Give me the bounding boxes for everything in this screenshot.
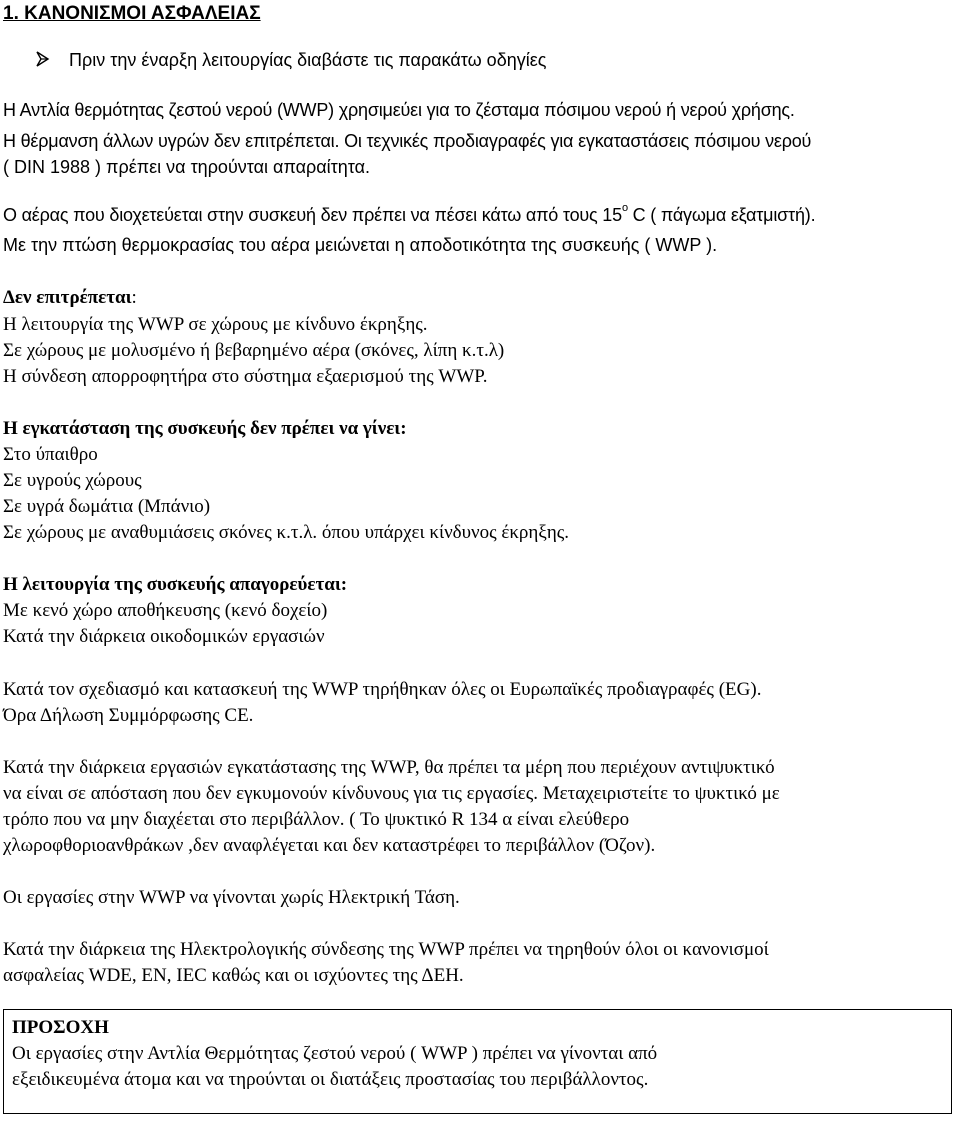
degree-sup: ο bbox=[621, 202, 628, 214]
air-line-1-text: Ο αέρας που διοχετεύεται στην συσκευή δεν πρέπει να πέσει κάτω από τους 15 bbox=[3, 205, 622, 225]
electrical-connection-line-1: Κατά την διάρκεια της Ηλεκτρολογικής σύνδεσης της WWP πρέπει να τηρηθούν όλοι οι κανονισμοί bbox=[3, 939, 769, 960]
not-allowed-item-2: Σε χώρους με μολυσμένο ή βεβαρημένο αέρα (σκόνες, λίπη κ.τ.λ) bbox=[3, 340, 505, 361]
refrigerant-line-4: χλωροφθοριοανθράκων ,δεν αναφλέγεται και δεν καταστρέφει το περιβάλλον (Όζον). bbox=[3, 835, 656, 856]
warning-box bbox=[3, 1009, 952, 1114]
electric-line-1: Οι εργασίες στην WWP να γίνονται χωρίς Ηλεκτρική Τάση. bbox=[3, 887, 460, 908]
installation-item-1: Στο ύπαιθρο bbox=[3, 444, 98, 465]
refrigerant-line-3: τρόπο που να μην διαχέεται στο περιβάλλον. ( Το ψυκτικό R 134 α είναι ελεύθερο bbox=[3, 809, 630, 830]
refrigerant-line-1: Κατά την διάρκεια εργασιών εγκατάστασης της WWP, θα πρέπει τα μέρη που περιέχουν αντιψυκτικό bbox=[3, 757, 775, 778]
warning-line-1: Οι εργασίες στην Αντλία Θερμότητας ζεστού νερού ( WWP ) πρέπει να γίνονται από bbox=[12, 1043, 658, 1064]
operation-item-1: Με κενό χώρο αποθήκευσης (κενό δοχείο) bbox=[3, 600, 328, 621]
operation-item-2: Κατά την διάρκεια οικοδομικών εργασιών bbox=[3, 626, 325, 647]
not-allowed-heading-line bbox=[3, 288, 137, 307]
air-line-2: Με την πτώση θερμοκρασίας του αέρα μειώνεται η αποδοτικότητα της συσκευής ( WWP ). bbox=[3, 235, 718, 255]
installation-item-4: Σε χώρους με αναθυμιάσεις σκόνες κ.τ.λ. όπου υπάρχει κίνδυνος έκρηξης. bbox=[3, 522, 570, 543]
electrical-connection-line-2: ασφαλείας WDE, EN, IEC καθώς και οι ισχύοντες της ΔΕΗ. bbox=[3, 965, 464, 986]
not-allowed-colon: : bbox=[131, 287, 137, 308]
bullet-text: Πριν την έναρξη λειτουργίας διαβάστε τις παρακάτω οδηγίες bbox=[69, 50, 547, 70]
arrow-bullet-icon bbox=[36, 50, 56, 68]
section-title: 1. ΚΑΝΟΝΙΣΜΟΙ ΑΣΦΑΛΕΙΑΣ bbox=[3, 3, 261, 24]
intro-line-3: ( DIN 1988 ) πρέπει να τηρούνται απαραίτητα. bbox=[3, 157, 371, 177]
warning-heading: ΠΡΟΣΟΧΗ bbox=[12, 1017, 109, 1038]
warning-line-2: εξειδικευμένα άτομα και να τηρούνται οι διατάξεις προστασίας του περιβάλλοντος. bbox=[12, 1069, 649, 1090]
installation-heading: Η εγκατάσταση της συσκευής δεν πρέπει να γίνει: bbox=[3, 418, 407, 439]
installation-item-2: Σε υγρούς χώρους bbox=[3, 470, 142, 491]
air-line-1-unit: C ( πάγωμα εξατμιστή). bbox=[627, 205, 816, 225]
compliance-line-2: Όρα Δήλωση Συμμόρφωσης CE. bbox=[3, 705, 254, 726]
compliance-line-1: Κατά τον σχεδιασμό και κατασκευή της WWP τηρήθηκαν όλες οι Ευρωπαϊκές προδιαγραφές (EG). bbox=[3, 679, 762, 700]
not-allowed-item-3: Η σύνδεση απορροφητήρα στο σύστημα εξαερισμού της WWP. bbox=[3, 366, 488, 387]
operation-heading: Η λειτουργία της συσκευής απαγορεύεται: bbox=[3, 574, 348, 595]
not-allowed-item-1: Η λειτουργία της WWP σε χώρους με κίνδυνο έκρηξης. bbox=[3, 314, 428, 335]
intro-line-2: Η θέρμανση άλλων υγρών δεν επιτρέπεται. Οι τεχνικές προδιαγραφές για εγκαταστάσεις πόσιμου νερού bbox=[3, 131, 812, 151]
air-line-1 bbox=[3, 202, 816, 225]
intro-line-1: Η Αντλία θερμότητας ζεστού νερού (WWP) χρησιμεύει για το ζέσταμα πόσιμου νερού ή νερού χρήσης. bbox=[3, 100, 795, 120]
installation-item-3: Σε υγρά δωμάτια (Μπάνιο) bbox=[3, 496, 211, 517]
not-allowed-heading: Δεν επιτρέπεται bbox=[3, 287, 132, 308]
refrigerant-line-2: να είναι σε απόσταση που δεν εγκυμονούν κίνδυνους για τις εργασίες. Μεταχειριστείτε το ψυκτικό με bbox=[3, 783, 780, 804]
